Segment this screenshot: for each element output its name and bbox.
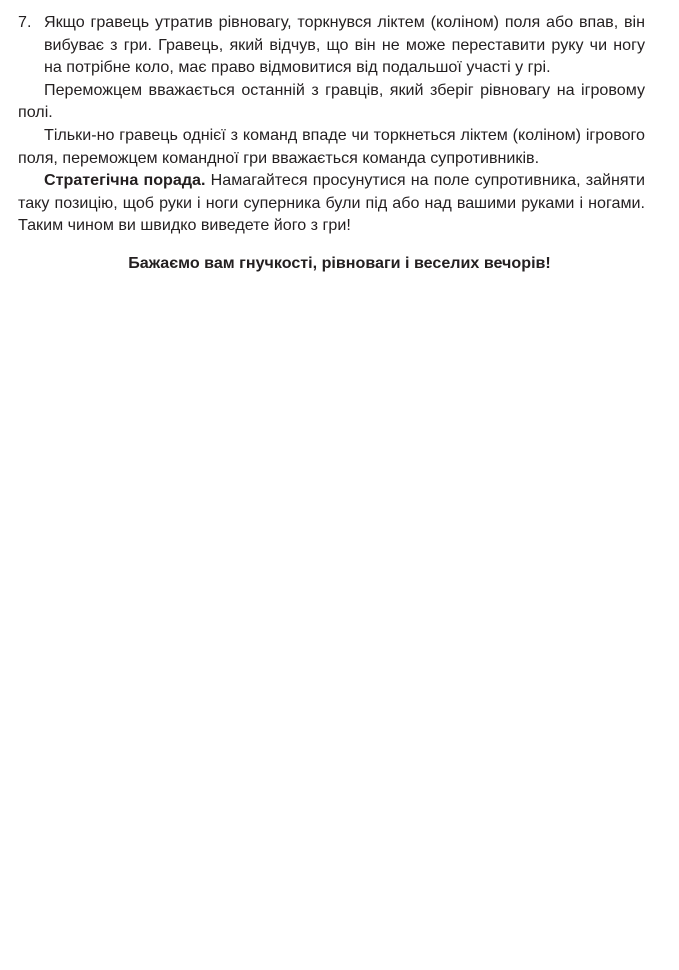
rule-7-text: Якщо гравець утратив рівновагу, торкнувся ліктем (коліном) поля або впав, він вибуває з гри. Гравець, який відчув, що він не може переставити руку чи ногу на потрібне коло, має право відмовитися від подальшої участі у грі. (44, 13, 645, 77)
rule-7 (18, 11, 645, 79)
strategy-tip-label: Стратегічна порада. (44, 171, 206, 190)
strategy-tip-text: Намагайтеся просунутися на поле супротивника, зайняти таку позицію, щоб руки і ноги суперника були під або над вашими руками і ногами. Таким чином ви швидко виведете його з гри! (18, 171, 646, 235)
rules-text-block (18, 11, 645, 237)
winner-paragraph (18, 79, 645, 124)
team-paragraph (18, 124, 645, 169)
rule-number: 7. (18, 13, 32, 31)
winner-paragraph-text: Переможцем вважається останній з гравців, який зберіг рівновагу на ігровому полі. (18, 80, 645, 122)
closing-wish: Бажаємо вам гнучкості, рівноваги і веселих вечорів! (128, 254, 551, 272)
team-paragraph-text: Тільки-но гравець однієї з команд впаде чи торкнеться ліктем (коліном) ігрового поля, переможцем командної гри вважається команда супротивників. (18, 125, 645, 167)
strategy-tip (18, 169, 645, 237)
